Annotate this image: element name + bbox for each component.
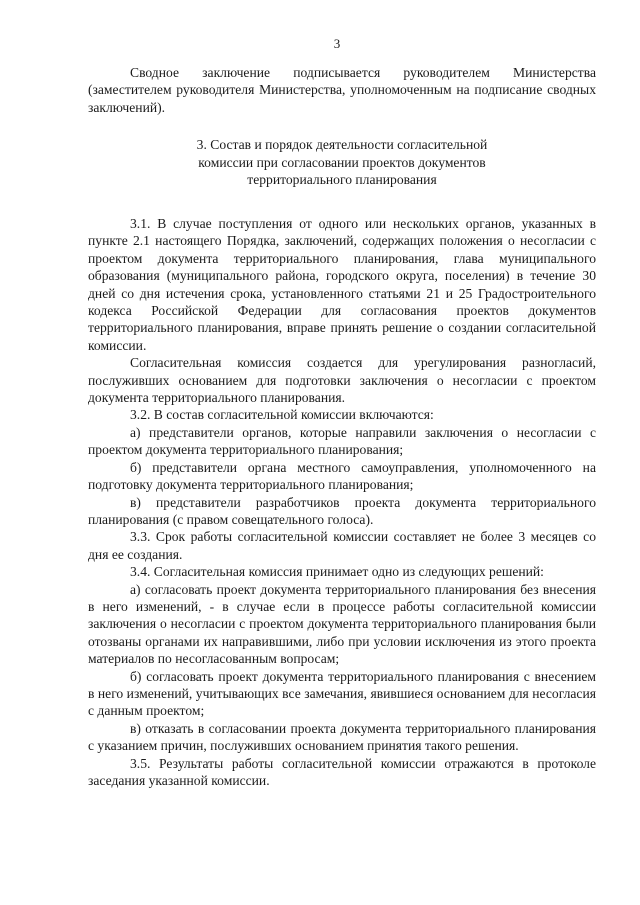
section-heading — [88, 136, 596, 189]
paragraph-3-4: 3.4. Согласительная комиссия принимает одно из следующих решений: — [130, 564, 544, 580]
intro-paragraph: Сводное заключение подписывается руководителем Министерства (заместителем руководителя Министерства, уполномоченным на подписание сводных заключений). — [88, 65, 596, 115]
paragraph-3-3: 3.3. Срок работы согласительной комиссии составляет не более 3 месяцев со дня ее создания. — [88, 529, 596, 562]
paragraph-3-2-a: а) представители органов, которые направили заключения о несогласии с проектом документа территориального планирования; — [88, 424, 596, 458]
paragraph-3-2-b: б) представители органа местного самоуправления, уполномоченного на подготовку документа территориального планирования; — [88, 459, 596, 493]
section-heading-line: комиссии при согласовании проектов документов — [198, 154, 486, 170]
page-number: 3 — [333, 36, 341, 51]
paragraph-3-2-c: в) представители разработчиков проекта документа территориального планирования (с правом совещательного голоса). — [88, 494, 596, 527]
section-heading-line: 3. Состав и порядок деятельности согласительной — [196, 137, 488, 153]
paragraph-3-4-b: б) согласовать проект документа территориального планирования с внесением в него изменений, учитывающих все замечания, явившиеся основанием для несогласия с данным проектом; — [88, 668, 596, 719]
section-heading-line: территориального планирования — [247, 172, 437, 188]
paragraph-3-4-c: в) отказать в согласовании проекта документа территориального планирования с указанием причин, послуживших основанием принятия такого решения. — [88, 720, 596, 754]
paragraph-commission-purpose: Согласительная комиссия создается для урегулирования разногласий, послуживших основанием для подготовки заключения о несогласии с проектом документа территориального планирования. — [88, 355, 596, 406]
paragraph-3-1: 3.1. В случае поступления от одного или нескольких органов, указанных в пункте 2.1 настоящего Порядка, заключений, содержащих положения о несогласии с проектом документа территориального планирования, глава муниципального образования (муниципального района, городского округа, поселения) в течение 30 дней со дня истечения срока, установленного статьями 21 и 25 Градостроительного кодекса Российской Федерации для согласования проектов документов территориального планирования, вправе принять решение о создании согласительной комиссии. — [88, 216, 596, 353]
paragraph-3-4-a: а) согласовать проект документа территориального планирования без внесения в него изменений, - в случае если в процессе работы согласительной комиссии заключения о несогласии с проектом документа территориального планирования были отозваны органами их направившими, либо при условии исключения из этого проекта материалов по несогласованным вопросам; — [88, 581, 596, 667]
paragraph-3-5: 3.5. Результаты работы согласительной комиссии отражаются в протоколе заседания указанной комиссии. — [88, 755, 596, 788]
paragraph-3-2: 3.2. В состав согласительной комиссии включаются: — [130, 407, 434, 423]
